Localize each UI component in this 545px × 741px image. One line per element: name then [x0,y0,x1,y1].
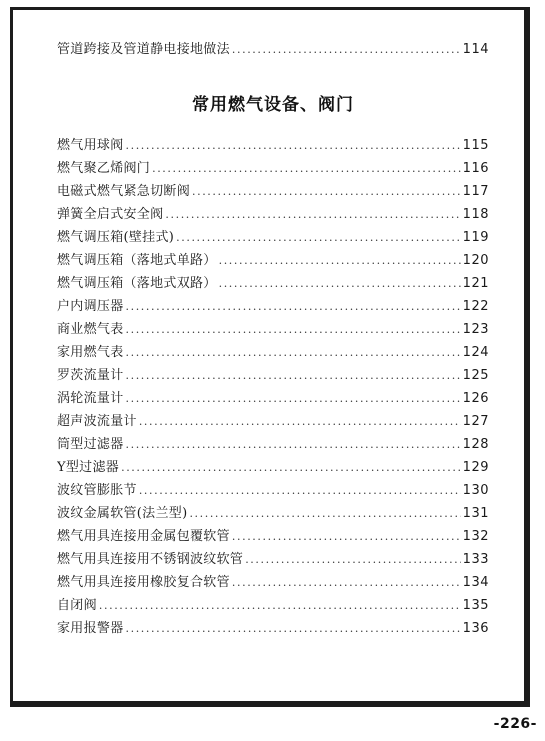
toc-entry[interactable] [57,294,489,315]
toc-entry-label: Y型过滤器 [57,460,120,475]
toc-dot-leader [192,184,461,200]
toc-entry[interactable] [57,340,489,361]
toc-dot-leader [232,575,461,591]
toc-entry-label: 商业燃气表 [57,322,124,337]
toc-entry-page: 132 [462,529,489,544]
toc-dot-leader [126,322,461,338]
page-number: -226- [493,716,537,732]
toc-entry-page: 128 [462,437,489,452]
toc-entry-label: 燃气用具连接用不锈钢波纹软管 [57,552,244,567]
toc-entry-label: 燃气调压箱(壁挂式) [57,230,175,245]
toc-entry-label: 涡轮流量计 [57,391,124,406]
toc-entry-page: 130 [462,483,489,498]
toc-entry-page: 122 [462,299,489,314]
toc-entry[interactable] [57,409,489,430]
toc-entry[interactable] [57,156,489,177]
toc-entry-page: 121 [462,276,489,291]
toc-entry[interactable] [57,547,489,568]
toc-entry-page: 117 [462,184,489,199]
toc-dot-leader [232,42,461,58]
toc-entry-label: 电磁式燃气紧急切断阀 [57,184,191,199]
toc-entry-page: 125 [462,368,489,383]
toc-entry-page: 123 [462,322,489,337]
toc-dot-leader [219,253,461,269]
toc-entry[interactable] [57,501,489,522]
toc-entry-page: 129 [462,460,489,475]
toc-dot-leader [165,207,460,223]
toc-entry-page: 133 [462,552,489,567]
toc-entry[interactable] [57,524,489,545]
toc-entry[interactable] [57,386,489,407]
toc-entry-page: 134 [462,575,489,590]
toc-dot-leader [126,437,461,453]
toc-entry-top[interactable] [57,37,489,58]
toc-entry-page: 114 [462,42,489,57]
toc-entry-page: 127 [462,414,489,429]
toc-entry[interactable] [57,248,489,269]
toc-entry-page: 119 [462,230,489,245]
toc-entry[interactable] [57,593,489,614]
toc-entry-label: 超声波流量计 [57,414,137,429]
toc-entry[interactable] [57,202,489,223]
toc-entry-page: 124 [462,345,489,360]
toc-entry-label: 燃气调压箱（落地式双路） [57,276,217,291]
toc-entry[interactable] [57,225,489,246]
toc-dot-leader [152,161,461,177]
toc-entry-page: 126 [462,391,489,406]
toc-entry-page: 118 [462,207,489,222]
toc-entry-label: 燃气用具连接用金属包覆软管 [57,529,230,544]
toc-entry[interactable] [57,616,489,637]
toc-dot-leader [245,552,460,568]
toc-entry[interactable] [57,455,489,476]
toc-dot-leader [126,138,461,154]
toc-entry[interactable] [57,363,489,384]
toc-entry-page: 136 [462,621,489,636]
toc-entry-page: 116 [462,161,489,176]
toc-entry-page: 120 [462,253,489,268]
section-heading: 常用燃气设备、阀门 [192,95,354,115]
toc-entry[interactable] [57,271,489,292]
toc-entry-label: 波纹管膨胀节 [57,483,137,498]
toc-entry-label: 波纹金属软管(法兰型) [57,506,188,521]
toc-entry-label: 燃气聚乙烯阀门 [57,161,151,176]
toc-entry[interactable] [57,133,489,154]
toc-entry-label: 家用燃气表 [57,345,124,360]
toc-dot-leader [126,621,461,637]
toc-dot-leader [219,276,461,292]
toc-dot-leader [232,529,461,545]
toc-dot-leader [126,391,461,407]
toc-entry-label: 弹簧全启式安全阀 [57,207,164,222]
toc-entry-label: 筒型过滤器 [57,437,124,452]
toc-entry-page: 135 [462,598,489,613]
toc-entry-label: 罗茨流量计 [57,368,124,383]
toc-entry-label: 燃气用具连接用橡胶复合软管 [57,575,230,590]
toc-dot-leader [121,460,461,476]
toc-entry-label: 自闭阀 [57,598,97,613]
toc-entry[interactable] [57,317,489,338]
toc-entry[interactable] [57,570,489,591]
toc-entry-page: 115 [462,138,489,153]
toc-entry-label: 燃气用球阀 [57,138,124,153]
toc-entry[interactable] [57,478,489,499]
toc-entry-label: 家用报警器 [57,621,124,636]
toc-dot-leader [139,414,461,430]
toc-entry-page: 131 [462,506,489,521]
toc-dot-leader [139,483,461,499]
toc-entry-label: 管道跨接及管道静电接地做法 [57,42,230,57]
toc-entry-label: 户内调压器 [57,299,124,314]
toc-dot-leader [189,506,460,522]
toc-dot-leader [126,299,461,315]
toc-dot-leader [126,345,461,361]
toc-entry-label: 燃气调压箱（落地式单路） [57,253,217,268]
toc-dot-leader [99,598,461,614]
toc-entry[interactable] [57,432,489,453]
toc-dot-leader [126,368,461,384]
toc-entry[interactable] [57,179,489,200]
toc-dot-leader [176,230,461,246]
